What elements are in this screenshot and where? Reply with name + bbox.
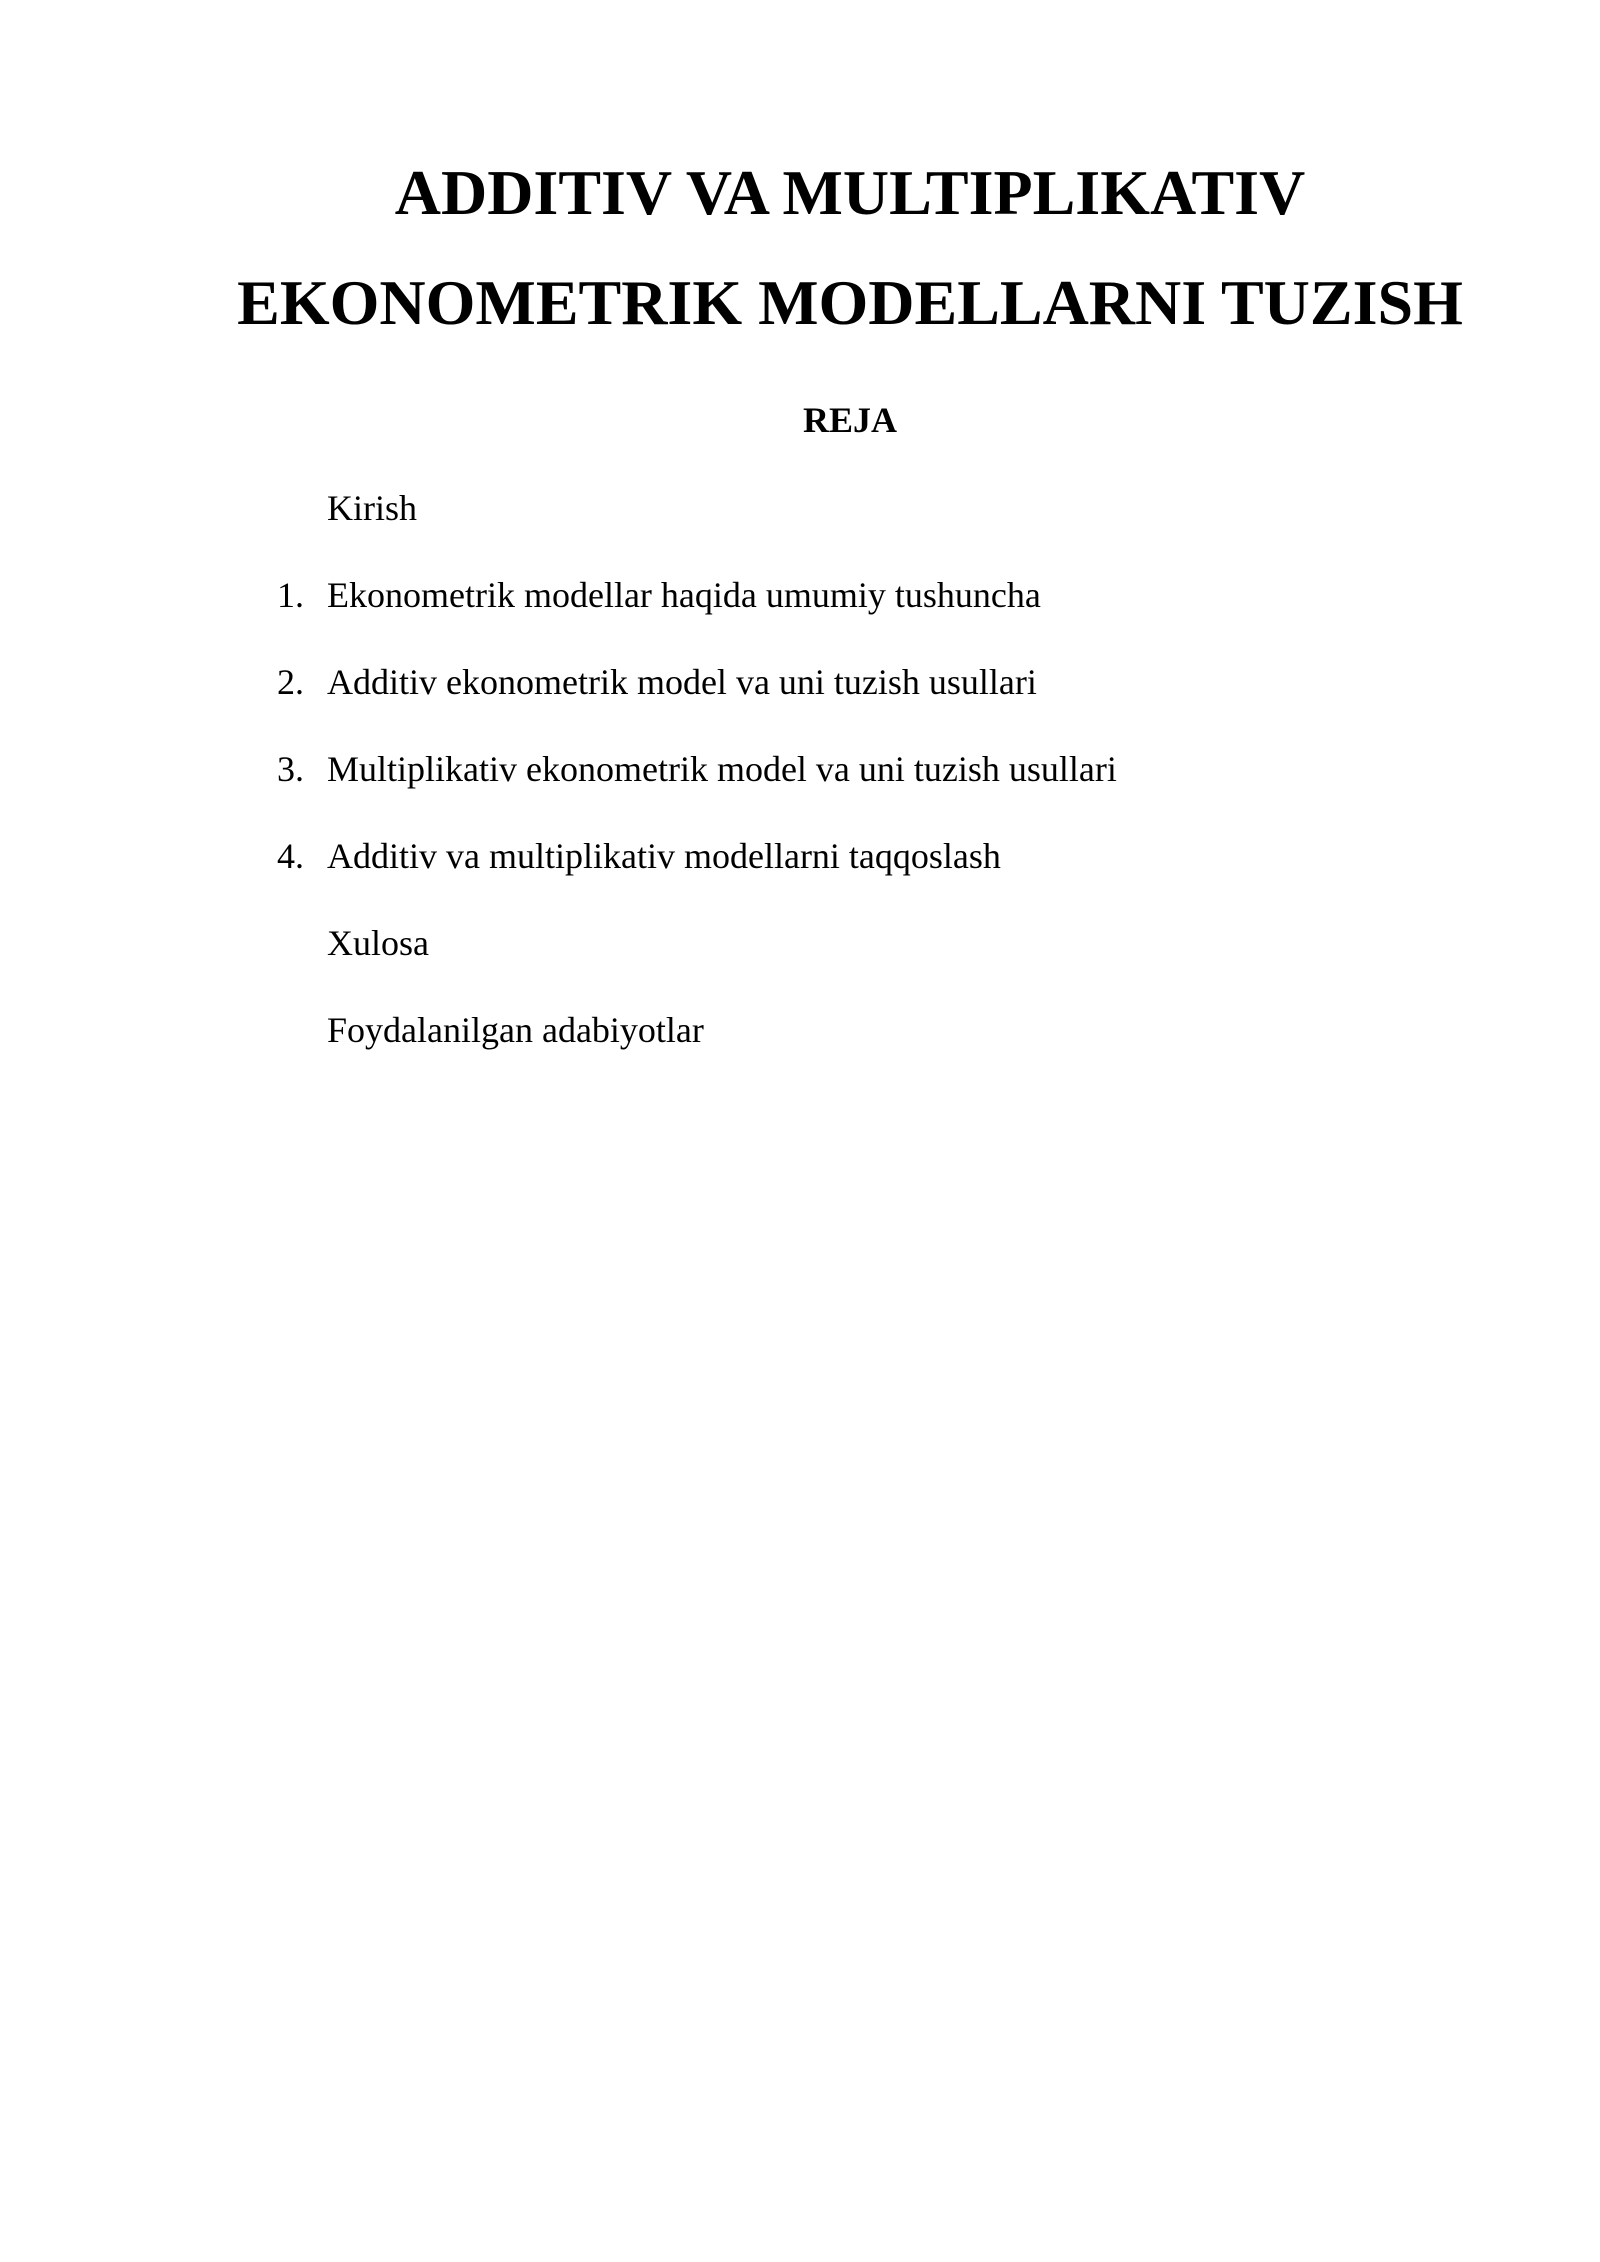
plan-heading: REJA: [802, 400, 897, 440]
plan-item-text: Foydalanilgan adabiyotlar: [327, 1010, 704, 1050]
plan-item-number: 3.: [277, 749, 304, 789]
title-line-1: ADDITIV VA MULTIPLIKATIV: [394, 157, 1306, 228]
plan-item-number: 1.: [277, 575, 304, 615]
plan-item-text: Xulosa: [327, 923, 429, 963]
plan-item-text: Multiplikativ ekonometrik model va uni tuzish usullari: [327, 749, 1117, 789]
plan-item-text: Kirish: [327, 488, 417, 528]
plan-item-number: 4.: [277, 836, 304, 876]
document-title: [0, 138, 1600, 358]
plan-item-text: Additiv ekonometrik model va uni tuzish usullari: [327, 662, 1037, 702]
plan-item-text: Additiv va multiplikativ modellarni taqqoslash: [327, 836, 1001, 876]
plan-item-text: Ekonometrik modellar haqida umumiy tushuncha: [327, 575, 1041, 615]
title-line-2: EKONOMETRIK MODELLARNI TUZISH: [237, 267, 1463, 338]
plan-item-number: 2.: [277, 662, 304, 702]
